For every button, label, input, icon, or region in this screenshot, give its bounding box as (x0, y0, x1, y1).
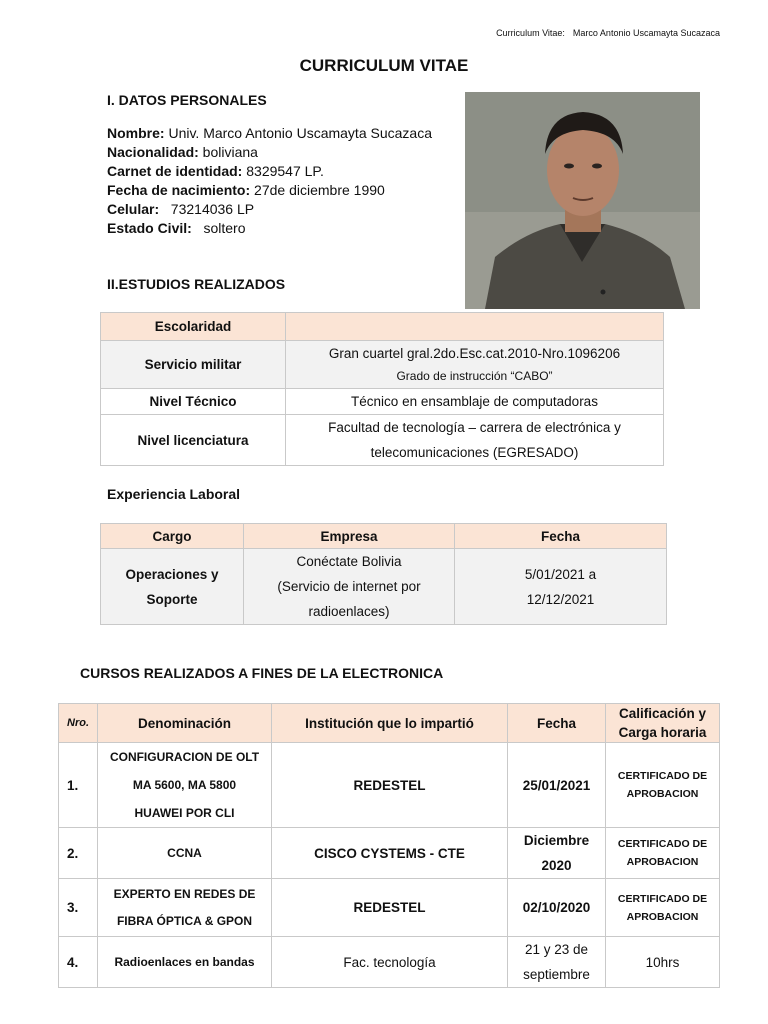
field-label: Celular: (107, 201, 160, 217)
personal-data (107, 124, 432, 238)
field-value: 73214036 LP (159, 201, 255, 217)
studies-header-row (101, 313, 664, 341)
field-fecha-nacimiento (107, 181, 432, 200)
courses-heading: CURSOS REALIZADOS A FINES DE LA ELECTRONICA (80, 665, 444, 681)
study-line: Grado de instrucción “CABO” (396, 368, 553, 383)
course-nro: 2. (59, 828, 98, 879)
course-grade-line: CERTIFICADO DE (617, 838, 708, 850)
portrait-illustration (465, 92, 700, 309)
study-value (286, 341, 664, 389)
studies-heading: II.ESTUDIOS REALIZADOS (107, 276, 286, 292)
course-grade (606, 743, 720, 828)
course-date: 02/10/2020 (508, 879, 606, 937)
study-label: Nivel licenciatura (101, 415, 286, 466)
field-label: Nacionalidad: (107, 144, 199, 160)
col-calificacion (606, 704, 720, 743)
course-name: CCNA (98, 828, 272, 879)
course-name-line: MA 5600, MA 5800 (132, 778, 237, 792)
field-value: 8329547 LP. (242, 163, 324, 179)
exp-line: radioenlaces) (308, 604, 390, 619)
col-denominacion: Denominación (98, 704, 272, 743)
study-value: Técnico en ensamblaje de computadoras (286, 389, 664, 415)
study-value (286, 415, 664, 466)
col-calificacion-line: Carga horaria (618, 725, 707, 740)
study-line: Facultad de tecnología – carrera de electrónica y (328, 420, 621, 435)
col-empresa: Empresa (244, 524, 455, 549)
exp-line: Operaciones y (125, 566, 219, 582)
course-name-line: EXPERTO EN REDES DE (113, 886, 256, 901)
study-label: Nivel Técnico (101, 389, 286, 415)
course-grade (606, 828, 720, 879)
exp-line: Conéctate Bolivia (296, 554, 402, 569)
col-cargo: Cargo (101, 524, 244, 549)
field-nacionalidad (107, 143, 432, 162)
exp-line: 5/01/2021 a (524, 566, 597, 582)
course-name-line: FIBRA ÓPTICA & GPON (116, 913, 253, 928)
table-row (59, 879, 720, 937)
running-header (0, 28, 720, 38)
course-date (508, 828, 606, 879)
table-row (59, 743, 720, 828)
field-label: Estado Civil: (107, 220, 192, 236)
experience-header-row (101, 524, 667, 549)
field-value: soltero (191, 220, 246, 236)
table-row (59, 828, 720, 879)
col-nro: Nro. (59, 704, 98, 743)
course-date: 25/01/2021 (508, 743, 606, 828)
studies-header-label: Escolaridad (101, 313, 286, 341)
course-date-line: Diciembre (523, 833, 590, 848)
study-line: telecomunicaciones (EGRESADO) (370, 445, 579, 460)
course-institution: REDESTEL (272, 879, 508, 937)
col-institucion: Institución que lo impartió (272, 704, 508, 743)
field-label: Nombre: (107, 125, 165, 141)
course-grade: 10hrs (606, 937, 720, 988)
field-nombre (107, 124, 432, 143)
col-fecha: Fecha (455, 524, 667, 549)
profile-photo (465, 92, 700, 309)
exp-line: (Servicio de internet por (277, 579, 421, 594)
course-name-line: CONFIGURACION DE OLT (109, 750, 260, 764)
col-fecha: Fecha (508, 704, 606, 743)
course-date-line: 21 y 23 de (524, 942, 589, 957)
field-celular (107, 200, 432, 219)
course-grade-line: CERTIFICADO DE (617, 892, 708, 905)
course-nro: 4. (59, 937, 98, 988)
personal-heading: I. DATOS PERSONALES (107, 92, 267, 108)
course-nro: 1. (59, 743, 98, 828)
course-name-line: HUAWEI POR CLI (134, 806, 235, 820)
course-date (508, 937, 606, 988)
course-name: Radioenlaces en bandas (98, 937, 272, 988)
field-label: Carnet de identidad: (107, 163, 243, 179)
course-nro: 3. (59, 879, 98, 937)
table-row (59, 937, 720, 988)
course-grade-line: APROBACION (626, 788, 699, 800)
exp-line: 12/12/2021 (526, 591, 595, 607)
course-grade (606, 879, 720, 937)
field-value: Univ. Marco Antonio Uscamayta Sucazaca (164, 125, 432, 141)
study-label: Servicio militar (101, 341, 286, 389)
courses-header-row (59, 704, 720, 743)
field-value: 27de diciembre 1990 (250, 182, 385, 198)
course-grade-line: APROBACION (626, 910, 699, 923)
col-calificacion-line: Calificación y (618, 706, 707, 721)
courses-table (58, 703, 720, 988)
field-carnet (107, 162, 432, 181)
table-row (101, 341, 664, 389)
page-title: CURRICULUM VITAE (299, 56, 469, 75)
field-value: boliviana (198, 144, 258, 160)
experience-heading: Experiencia Laboral (107, 486, 241, 502)
course-institution: Fac. tecnología (272, 937, 508, 988)
course-name (98, 743, 272, 828)
table-row (101, 549, 667, 625)
table-row (101, 415, 664, 466)
course-date-line: septiembre (523, 967, 590, 982)
course-grade-line: CERTIFICADO DE (617, 770, 708, 782)
table-row (101, 389, 664, 415)
field-label: Fecha de nacimiento: (107, 182, 251, 198)
exp-empresa (244, 549, 455, 625)
course-grade-line: APROBACION (626, 856, 699, 868)
exp-fecha (455, 549, 667, 625)
course-date-line: 2020 (541, 858, 572, 873)
course-name (98, 879, 272, 937)
exp-line: Soporte (146, 591, 198, 607)
header-label: Curriculum Vitae: (496, 28, 565, 38)
study-line: Gran cuartel gral.2do.Esc.cat.2010-Nro.1096206 (328, 345, 621, 361)
header-name: Marco Antonio Uscamayta Sucazaca (572, 28, 720, 38)
course-institution: CISCO CYSTEMS - CTE (272, 828, 508, 879)
studies-header-value (286, 313, 664, 341)
experience-table (100, 523, 667, 625)
course-institution: REDESTEL (272, 743, 508, 828)
exp-cargo (101, 549, 244, 625)
studies-table (100, 312, 664, 466)
field-estado-civil (107, 219, 432, 238)
